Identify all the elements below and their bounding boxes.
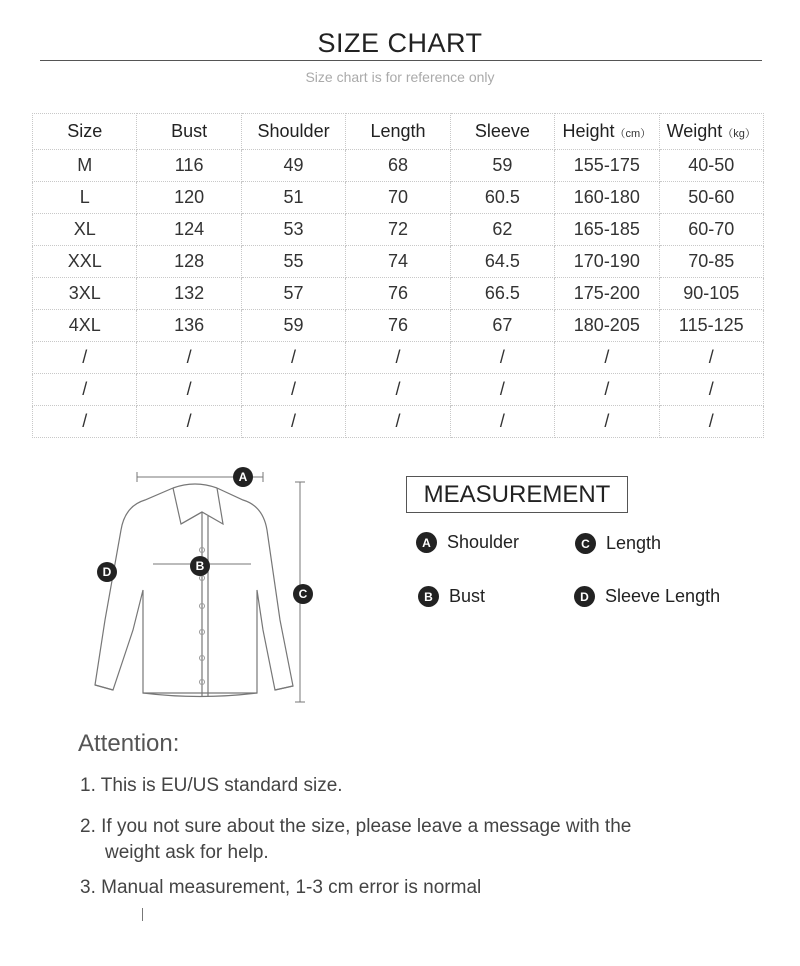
table-cell: /: [555, 406, 659, 438]
table-cell: 59: [450, 150, 554, 182]
legend-length: [575, 533, 661, 554]
table-cell: 59: [241, 310, 345, 342]
marker-d: [97, 562, 117, 582]
title-divider: [40, 60, 762, 61]
svg-text:C: C: [298, 587, 308, 601]
table-cell: 60-70: [659, 214, 763, 246]
table-cell: /: [137, 374, 241, 406]
table-cell: 4XL: [33, 310, 137, 342]
marker-d-badge: D: [574, 586, 595, 607]
attention-note-2: 2. If you not sure about the size, please leave a message with the weight ask for help.: [80, 816, 632, 863]
table-cell: 170-190: [555, 246, 659, 278]
table-cell: 53: [241, 214, 345, 246]
table-body: [33, 150, 764, 438]
table-cell: 124: [137, 214, 241, 246]
legend-label: Sleeve Length: [605, 586, 721, 606]
table-row: [33, 246, 764, 278]
table-header-row: [33, 114, 764, 150]
table-cell: /: [659, 406, 763, 438]
table-cell: /: [450, 374, 554, 406]
table-cell: M: [33, 150, 137, 182]
column-header: Weight（kg）: [659, 114, 763, 150]
table-cell: 64.5: [450, 246, 554, 278]
marker-a: [233, 467, 253, 487]
attention-note-1: 1. This is EU/US standard size.: [80, 775, 343, 796]
table-row: [33, 150, 764, 182]
table-cell: 116: [137, 150, 241, 182]
table-cell: 160-180: [555, 182, 659, 214]
legend-sleeve-length: [574, 586, 720, 607]
table-cell: 90-105: [659, 278, 763, 310]
legend-label: Bust: [449, 586, 486, 606]
table-cell: /: [241, 374, 345, 406]
column-header: Bust: [137, 114, 241, 150]
table-row: [33, 374, 764, 406]
table-cell: 3XL: [33, 278, 137, 310]
table-cell: 49: [241, 150, 345, 182]
column-header: Height（cm）: [555, 114, 659, 150]
table-row: [33, 278, 764, 310]
marker-a-badge: A: [416, 532, 437, 553]
table-cell: 175-200: [555, 278, 659, 310]
table-cell: 70: [346, 182, 450, 214]
divider-tick: [142, 908, 143, 921]
table-row: [33, 406, 764, 438]
column-header: Length: [346, 114, 450, 150]
table-cell: /: [555, 374, 659, 406]
svg-text:B: B: [195, 559, 205, 573]
svg-text:D: D: [102, 565, 112, 579]
table-cell: 115-125: [659, 310, 763, 342]
table-row: [33, 342, 764, 374]
legend-label: Length: [606, 533, 662, 553]
table-cell: /: [346, 342, 450, 374]
svg-text:A: A: [238, 470, 248, 484]
table-cell: /: [33, 342, 137, 374]
table-cell: /: [137, 406, 241, 438]
table-cell: 70-85: [659, 246, 763, 278]
column-header: Sleeve: [450, 114, 554, 150]
table-cell: 50-60: [659, 182, 763, 214]
shirt-diagram: [85, 460, 335, 710]
marker-c: [293, 584, 313, 604]
table-cell: 132: [137, 278, 241, 310]
table-cell: 76: [346, 310, 450, 342]
table-cell: 55: [241, 246, 345, 278]
table-cell: 72: [346, 214, 450, 246]
table-cell: /: [346, 406, 450, 438]
legend-label: Shoulder: [447, 532, 520, 552]
table-cell: /: [659, 342, 763, 374]
table-cell: /: [659, 374, 763, 406]
table-row: [33, 182, 764, 214]
attention-note-3: 3. Manual measurement, 1-3 cm error is normal: [80, 877, 482, 898]
table-cell: /: [33, 406, 137, 438]
measurement-title: MEASUREMENT: [406, 476, 628, 513]
table-cell: 60.5: [450, 182, 554, 214]
legend-shoulder: [416, 532, 519, 553]
attention-heading: Attention:: [78, 730, 180, 757]
column-header: Size: [33, 114, 137, 150]
table-cell: 40-50: [659, 150, 763, 182]
table-cell: 57: [241, 278, 345, 310]
marker-b: [190, 556, 210, 576]
table-cell: /: [241, 406, 345, 438]
table-cell: 51: [241, 182, 345, 214]
table-cell: /: [555, 342, 659, 374]
table-cell: /: [450, 406, 554, 438]
table-cell: /: [450, 342, 554, 374]
table-cell: /: [241, 342, 345, 374]
table-cell: 128: [137, 246, 241, 278]
table-row: [33, 214, 764, 246]
table-cell: /: [137, 342, 241, 374]
table-row: [33, 310, 764, 342]
legend-bust: [418, 586, 485, 607]
marker-b-badge: B: [418, 586, 439, 607]
column-header: Shoulder: [241, 114, 345, 150]
marker-c-badge: C: [575, 533, 596, 554]
table-cell: 76: [346, 278, 450, 310]
table-cell: 68: [346, 150, 450, 182]
table-cell: /: [33, 374, 137, 406]
table-cell: 67: [450, 310, 554, 342]
table-cell: 165-185: [555, 214, 659, 246]
table-cell: XL: [33, 214, 137, 246]
table-cell: /: [346, 374, 450, 406]
table-cell: 180-205: [555, 310, 659, 342]
table-cell: 155-175: [555, 150, 659, 182]
table-cell: 74: [346, 246, 450, 278]
size-table: [32, 113, 764, 438]
page-title: SIZE CHART: [317, 28, 483, 58]
table-cell: 66.5: [450, 278, 554, 310]
table-cell: XXL: [33, 246, 137, 278]
page-subtitle: Size chart is for reference only: [305, 69, 495, 85]
table-cell: L: [33, 182, 137, 214]
table-cell: 62: [450, 214, 554, 246]
table-cell: 136: [137, 310, 241, 342]
table-cell: 120: [137, 182, 241, 214]
